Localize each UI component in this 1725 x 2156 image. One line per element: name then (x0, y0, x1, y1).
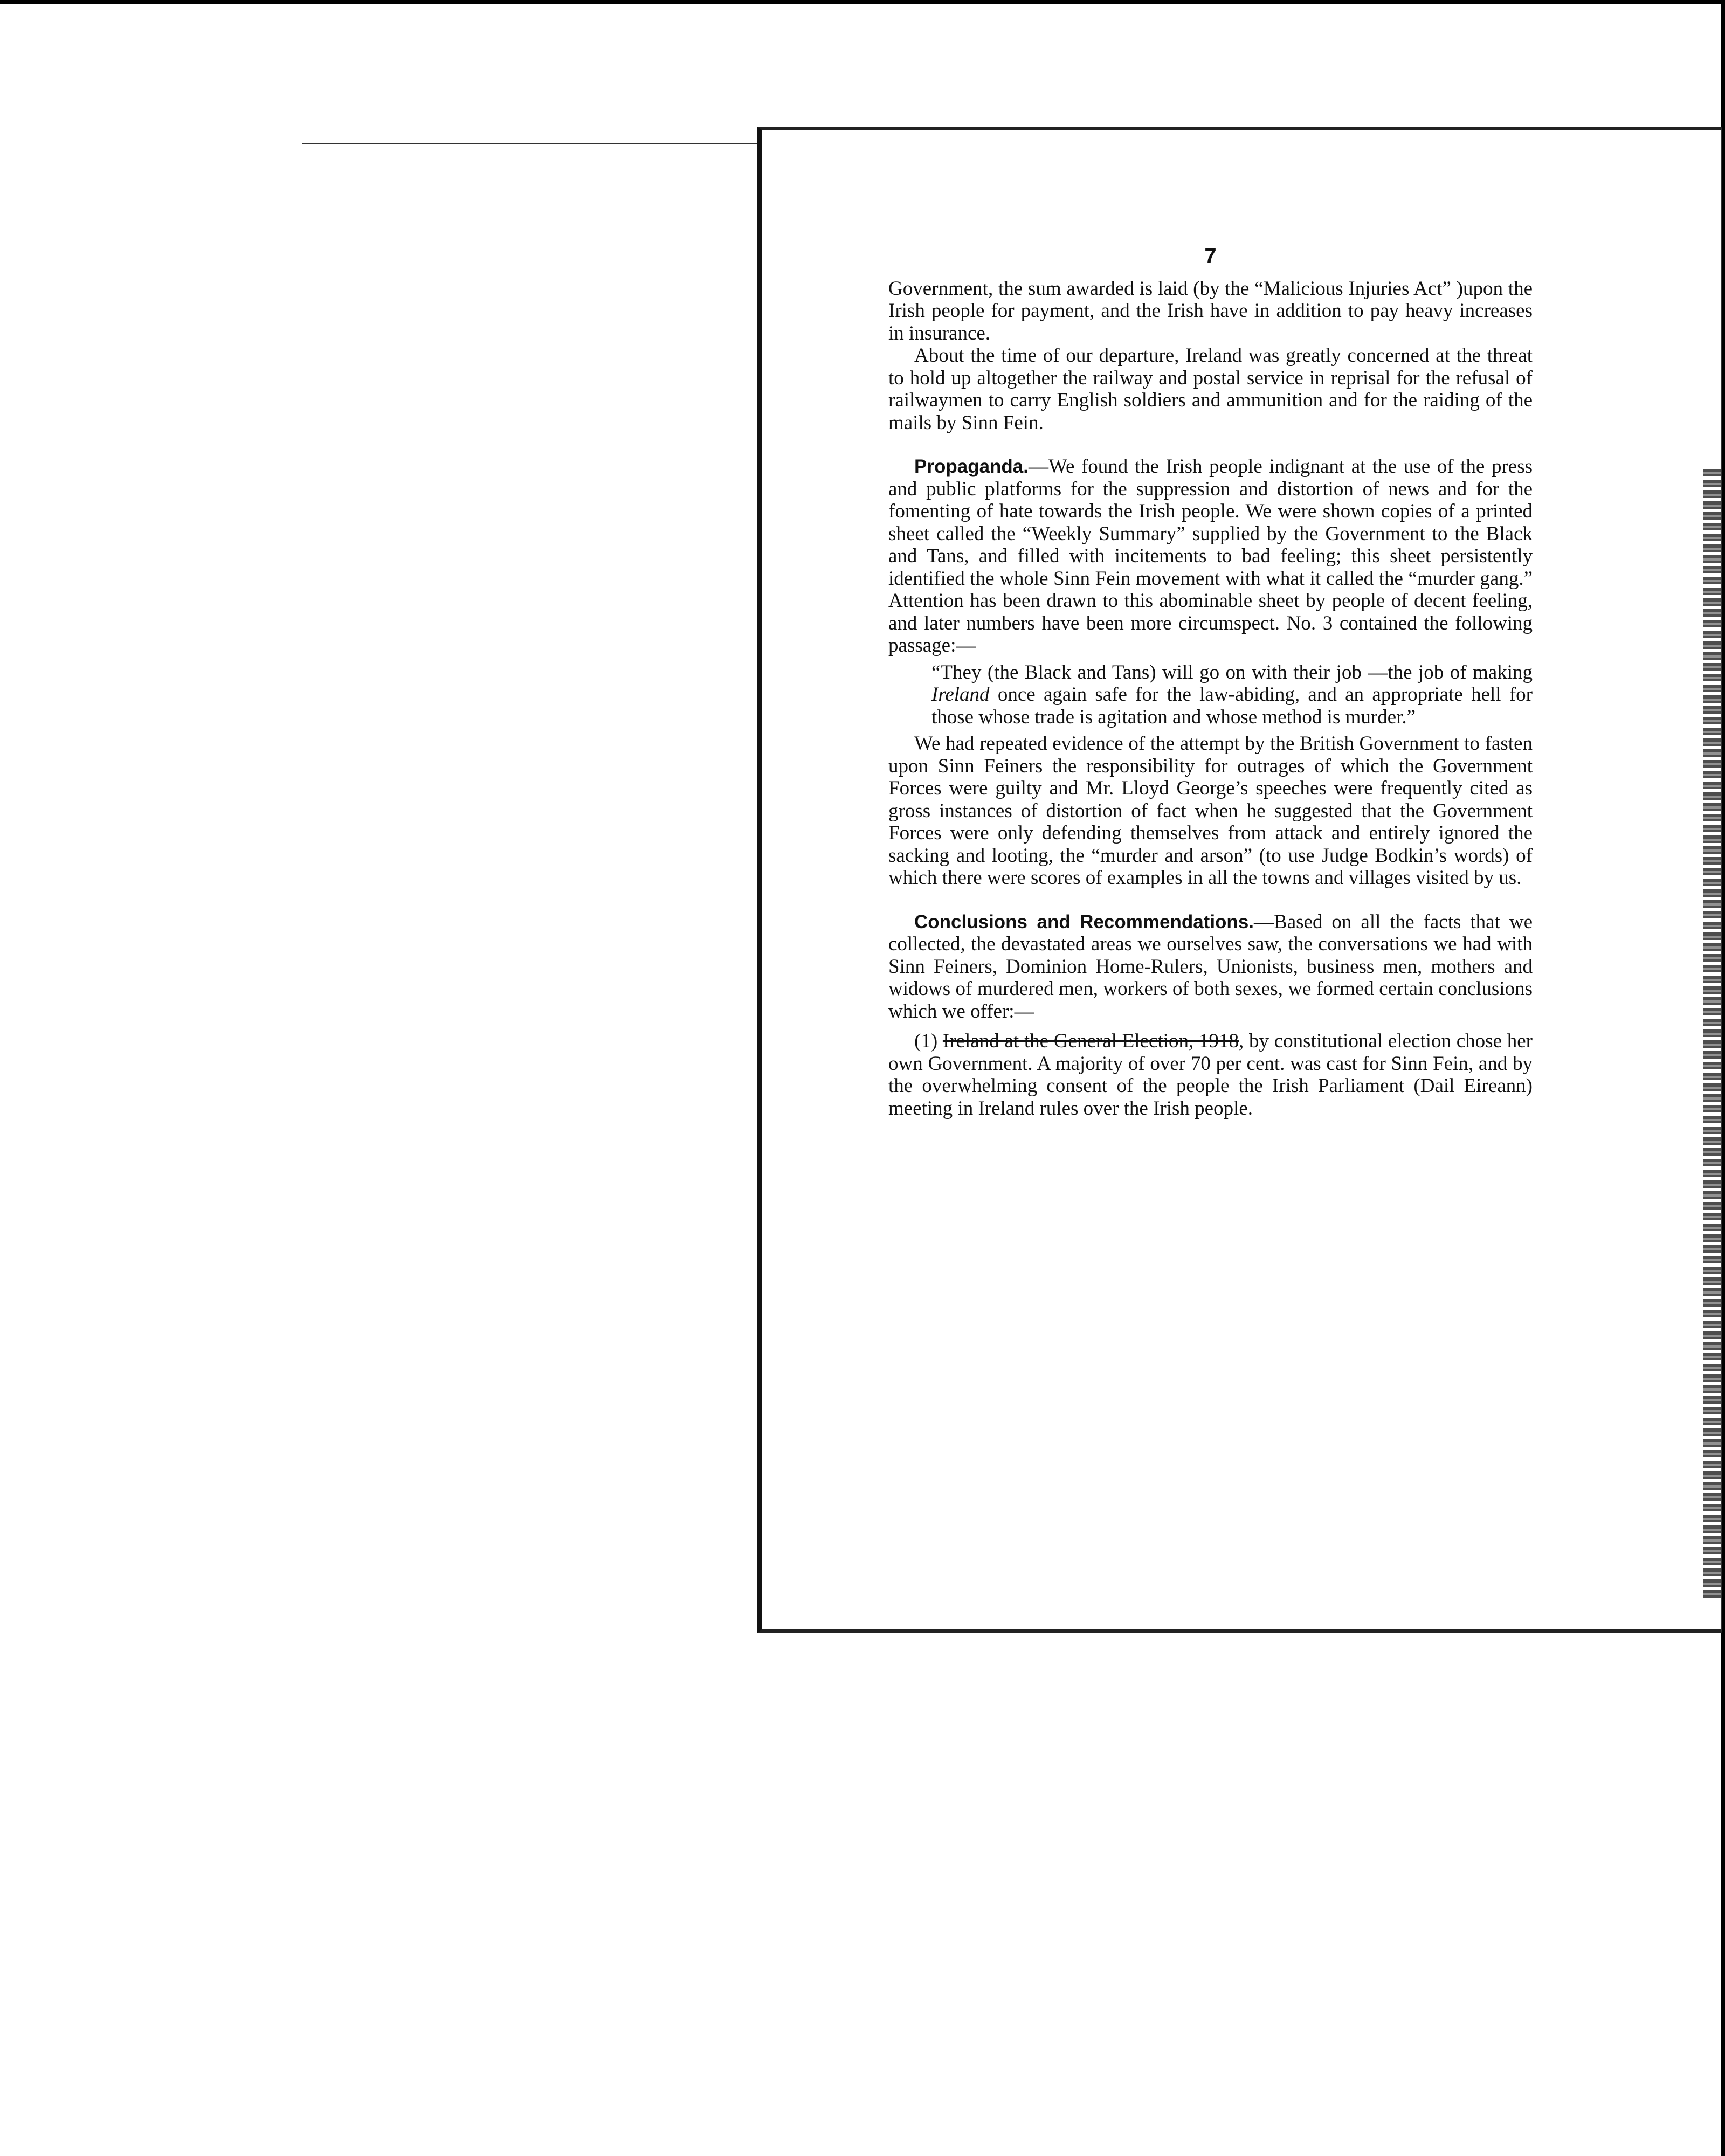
page-number: 7 (1204, 244, 1217, 268)
quote-italic-word: Ireland (932, 683, 990, 706)
conclusion-item-1 (888, 1030, 1533, 1120)
conclusion-item-body: , by constitutional election chose her own Government. A majority of over 70 per cent. was cast for Sinn Fein, and by the overwhelming consent of the people the Irish Parliament (Dail Eireann) meeting in Ireland rules over the Irish people. (888, 1030, 1533, 1120)
struck-through-text: Ireland at the General Election, 1918 (942, 1030, 1239, 1052)
paragraph-conclusions (888, 911, 1533, 1023)
paragraph-departure: About the time of our departure, Ireland was greatly concerned at the threat to hold up altogether the railway and postal service in reprisal for the refusal of railwaymen to carry English soldiers and ammunition and for the raiding of the mails by Sinn Fein. (888, 344, 1533, 434)
bleed-through-strip (1703, 469, 1721, 1601)
conclusions-heading: Conclusions and Recommendations. (914, 911, 1254, 932)
document-page (888, 245, 1533, 1120)
quote-end: once again safe for the law-abiding, and an appropriate hell for those whose trade is agitation and whose method is murder.” (932, 683, 1533, 728)
section-gap (888, 434, 1533, 455)
conclusions-body: —Based on all the facts that we collected, the devastated areas we ourselves saw, the conversations we had with Sinn Feiners, Dominion Home-Rulers, Unionists, business men, mothers and widows of murdered men, workers of both sexes, we formed certain conclusions which we offer:— (888, 910, 1533, 1022)
quote-start: “They (the Black and Tans) will go on with their job —the job of making (932, 661, 1533, 683)
conclusion-item-number: (1) (914, 1030, 943, 1052)
paragraph-repeated-evidence: We had repeated evidence of the attempt by the British Government to fasten upon Sinn Feiners the responsibility for outrages of which the Government Forces were guilty and Mr. Lloyd George’s speeches were frequently cited as gross instances of distortion of fact when he suggested that the Government Forces were only defending themselves from attack and entirely ignored the sacking and looting, the “murder and arson” (to use Judge Bodkin’s words) of which there were scores of examples in all the towns and villages visited by us. (888, 733, 1533, 889)
scan-top-edge (0, 0, 1725, 4)
section-gap-2 (888, 889, 1533, 911)
paragraph-malicious-injuries: Government, the sum awarded is laid (by the “Malicious Injuries Act” )upon the Irish people for payment, and the Irish have in addition to pay heavy increases in insurance. (888, 277, 1533, 344)
propaganda-body: —We found the Irish people indignant at the use of the press and public platforms for the suppression and distortion of news and for the fomenting of hate towards the Irish people. We were shown copies of a printed sheet called the “Weekly Summary” supplied by the Government to the Black and Tans, and filled with incitements to bad feeling; this sheet persistently identified the whole Sinn Fein movement with what it called the “murder gang.” Attention has been drawn to this abominable sheet by people of decent feeling, and later numbers have been more circumspect. No. 3 contained the following passage:— (888, 455, 1533, 657)
paragraph-propaganda (888, 455, 1533, 657)
propaganda-heading: Propaganda. (914, 456, 1029, 477)
weekly-summary-quote (932, 661, 1533, 729)
